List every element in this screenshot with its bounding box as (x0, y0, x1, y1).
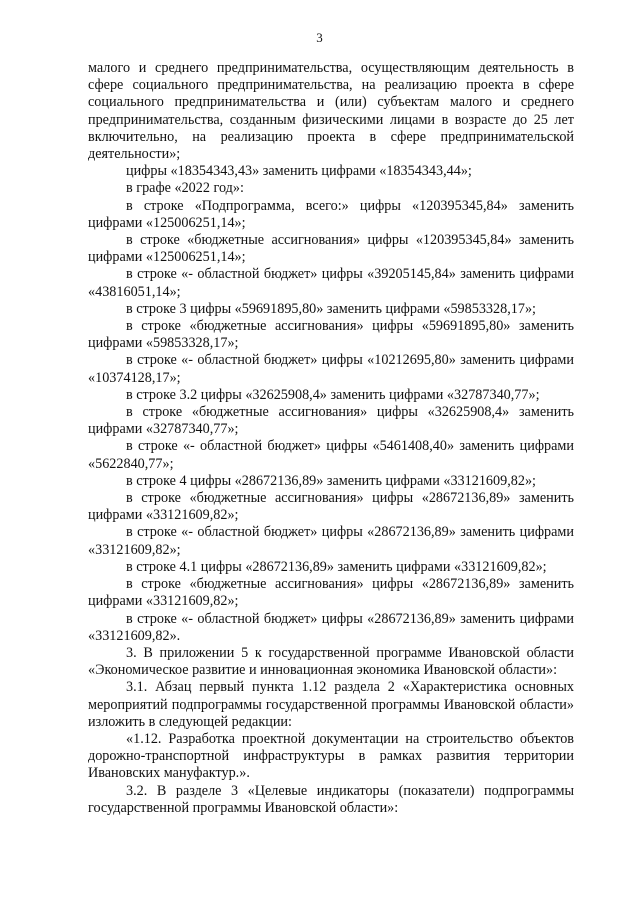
paragraph-6: в строке 3 цифры «59691895,80» заменить цифрами «59853328,17»; (126, 300, 536, 317)
paragraph-15: в строке 4.1 цифры «28672136,89» заменить цифрами «33121609,82»; (126, 558, 547, 575)
paragraph-19: 3.1. Абзац первый пункта 1.12 раздела 2 «Характеристика основных мероприятий подпрограммы государственной программы Ивановской области» изложить в следующей редакции: (88, 679, 574, 730)
paragraph-20: «1.12. Разработка проектной документации на строительство объектов дорожно-транспортной инфраструктуры в рамках развития территории Ивановских мануфактур.». (88, 730, 574, 782)
paragraph-3: в строке «Подпрограмма, всего:» цифры «120395345,84» заменить цифрами «125006251,14»; (88, 197, 574, 231)
paragraph-1: цифры «18354343,43» заменить цифрами «18354343,44»; (126, 163, 472, 180)
paragraph-9: в строке 3.2 цифры «32625908,4» заменить цифрами «32787340,77»; (126, 386, 540, 403)
paragraph-10: в строке «бюджетные ассигнования» цифры «32625908,4» заменить цифрами «32787340,77»; (88, 404, 574, 438)
paragraph-13: в строке «бюджетные ассигнования» цифры «28672136,89» заменить цифрами «33121609,82»; (88, 490, 574, 524)
paragraph-18: 3. В приложении 5 к государственной программе Ивановской области «Экономическое развитие и инновационная экономика Ивановской области»: (88, 644, 574, 679)
paragraph-5: в строке «- областной бюджет» цифры «39205145,84» заменить цифрами «43816051,14»; (88, 266, 574, 300)
document-body (88, 60, 574, 817)
paragraph-17: в строке «- областной бюджет» цифры «28672136,89» заменить цифрами «33121609,82». (88, 610, 574, 644)
page-number: 3 (316, 30, 323, 45)
paragraph-21: 3.2. В разделе 3 «Целевые индикаторы (показатели) подпрограммы государственной программы Ивановской области»: (88, 782, 574, 816)
paragraph-7: в строке «бюджетные ассигнования» цифры «59691895,80» заменить цифрами «59853328,17»; (88, 318, 574, 352)
paragraph-14: в строке «- областной бюджет» цифры «28672136,89» заменить цифрами «33121609,82»; (88, 524, 574, 558)
paragraph-16: в строке «бюджетные ассигнования» цифры «28672136,89» заменить цифрами «33121609,82»; (88, 576, 574, 610)
paragraph-11: в строке «- областной бюджет» цифры «5461408,40» заменить цифрами «5622840,77»; (88, 438, 574, 472)
paragraph-0: малого и среднего предпринимательства, осуществляющим деятельность в сфере социального предпринимательства, на реализацию проекта в сфере социального предпринимательства и (или) субъектам малого и среднего предпринимательства, созданным физическими лицами в возрасте до 25 лет включительно, на реализацию проекта в сфере предпринимательской деятельности»; (88, 60, 574, 163)
paragraph-2: в графе «2022 год»: (126, 180, 244, 197)
paragraph-8: в строке «- областной бюджет» цифры «10212695,80» заменить цифрами «10374128,17»; (88, 352, 574, 386)
paragraph-12: в строке 4 цифры «28672136,89» заменить цифрами «33121609,82»; (126, 472, 536, 489)
paragraph-4: в строке «бюджетные ассигнования» цифры «120395345,84» заменить цифрами «125006251,14»; (88, 232, 574, 266)
